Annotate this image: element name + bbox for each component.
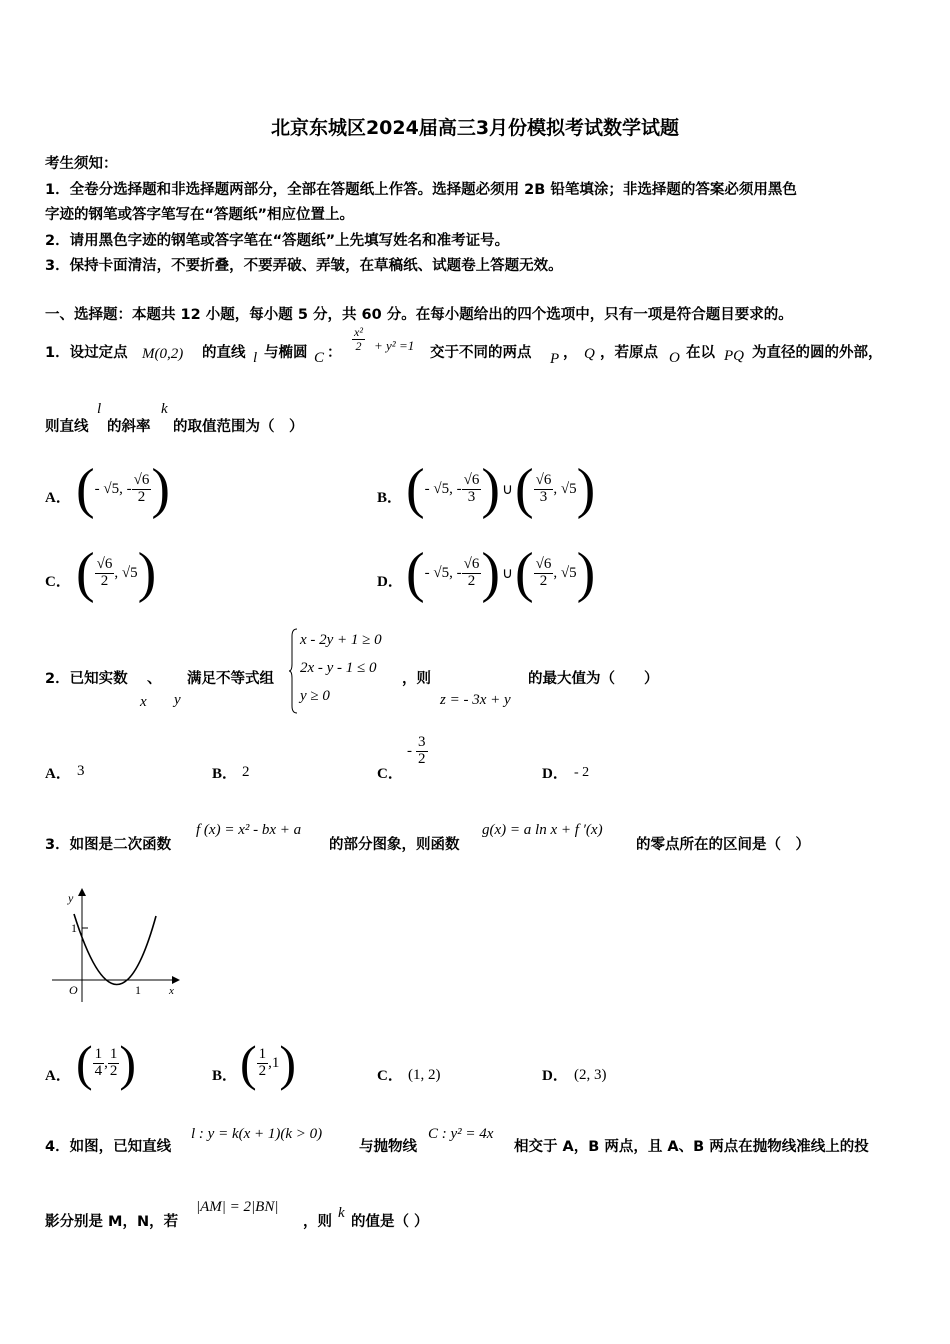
q4-text-5: ，则 [303,1214,332,1230]
q3-a-comma: , [104,1054,108,1071]
q1-a-part: - √5, - [94,480,132,497]
q1-text-7: 为直径的圆的外部， [752,345,883,361]
q3-graph-x-one: 1 [135,983,141,997]
q4-text-2: 与抛物线 [359,1139,417,1155]
q2-option-c[interactable] [407,735,428,768]
q2-text-4: 的最大值为（ ） [528,671,659,687]
q1-ellipse-c: C [314,350,325,366]
q1-text-6: 在以 [686,345,715,361]
q1-d-den1: 2 [467,572,476,589]
q1-d-part1: - √5, - [424,564,462,581]
q1-text-2: 的直线 [202,345,246,361]
q4-line-eq: l : y = k(x + 1)(k > 0) [191,1126,323,1142]
q2-text-1: 2．已知实数 [45,671,128,687]
q1-comma: ， [563,345,578,361]
q1-a-num: √6 [133,471,150,488]
q3-graph-y-label: y [68,891,74,905]
q3-option-c[interactable]: (1, 2) [408,1067,441,1083]
q2-constraint-2: 2x - y - 1 ≤ 0 [300,660,377,676]
q3-a-num1: 1 [94,1045,103,1062]
q3-option-b-label[interactable]: B． [212,1068,238,1084]
q4-condition: |AM| = 2|BN| [196,1199,279,1215]
q1-option-d-label[interactable]: D． [377,574,403,590]
q1-point-q: Q [584,346,595,362]
q1-option-a[interactable]: ( - √5, - $\frac{√6}{2}$ ) [76,458,171,520]
q1-origin-o: O [669,350,680,366]
q2-option-a-label[interactable]: A． [45,766,71,782]
q1-b-union: ∪ [502,481,514,498]
q2-var-y: y [174,692,181,708]
q4-k: k [338,1205,345,1221]
page-title: 北京东城区2024届高三3月份模拟考试数学试题 [270,117,680,139]
q3-option-c-label[interactable]: C． [377,1068,403,1084]
q3-text-2: 的部分图象，则函数 [329,837,460,853]
q3-y-axis-arrow [78,888,86,896]
q1-text-4: 交于不同的两点 [430,345,532,361]
q2-option-c-label[interactable]: C． [377,766,403,782]
q2-option-a[interactable]: 3 [77,763,85,779]
notice-item-2: 2．请用黑色字迹的钢笔或答字笔在“答题纸”上先填写姓名和准考证号。 [45,233,510,249]
q4-text-6: 的值是（ ） [351,1214,429,1230]
q1-point-p: P [550,351,560,367]
q1-text-9: 的斜率 [107,419,151,435]
q1-a-den: 2 [137,488,146,505]
q1-b-den1: 3 [467,488,476,505]
q1-option-a-label[interactable]: A． [45,490,71,506]
q1-line-l: l [253,350,258,366]
q1-option-b[interactable]: ( - √5, - $\frac{√6}{3}$ ) ∪ ( $\frac{√6}{3}$ , √5 ) [406,458,596,520]
q3-b-den: 2 [258,1062,267,1079]
q1-point-m: M(0,2) [142,346,184,362]
q2-constraint-1: x - 2y + 1 ≥ 0 [300,632,382,648]
q2-option-b[interactable]: 2 [242,764,250,780]
q1-frac-num: x² [354,325,363,339]
q4-parabola-eq: C : y² = 4x [428,1126,494,1142]
q3-option-a[interactable]: ( $\frac{1}{4}$ , $\frac{1}{2}$ ) [76,1035,137,1091]
q1-ellipse-rest: + y² =1 [374,338,415,353]
q3-a-den2: 2 [109,1062,118,1079]
q2-c-minus: - [407,742,412,759]
q2-option-b-label[interactable]: B． [212,766,238,782]
q3-option-b[interactable]: ( $\frac{1}{2}$ ,1 ) [240,1035,297,1091]
q1-text-8: 则直线 [45,419,89,435]
q3-function-g: g(x) = a ln x + f ′(x) [482,822,603,838]
q2-separator: 、 [147,671,162,687]
q2-text-3: ，则 [402,671,431,687]
q3-option-d-label[interactable]: D． [542,1068,568,1084]
q2-c-num: 3 [418,734,426,750]
notice-item-1: 1．全卷分选择题和非选择题两部分，全部在答题纸上作答。选择题必须用 2B 铅笔填涂；非选择题的答案必须用黑色 [45,182,797,198]
q2-system-brace [289,628,299,714]
q1-text-1: 1．设过定点 [45,345,128,361]
q1-segment-pq: PQ [724,348,744,364]
q3-function-f: f (x) = x² - bx + a [196,822,302,838]
q1-text-10: 的取值范围为（ ） [173,419,304,435]
q1-line-l-2: l [97,401,102,417]
q1-b-part1: - √5, - [424,480,462,497]
q2-option-d[interactable]: - 2 [574,765,590,780]
q2-constraint-3: y ≥ 0 [300,688,330,704]
q3-x-axis-arrow [172,976,180,984]
q1-text-3: 与椭圆 [264,345,308,361]
q2-c-den: 2 [418,750,426,767]
q1-c-den: 2 [100,572,109,589]
q3-graph-origin: O [69,983,78,997]
q1-c-num: √6 [96,555,113,572]
q3-a-num2: 1 [109,1045,118,1062]
q1-b-num1: √6 [463,471,480,488]
q1-d-den2: 2 [539,572,548,589]
q2-option-d-label[interactable]: D． [542,766,568,782]
q3-parabola-graph [48,884,188,1004]
q1-text-5: ，若原点 [600,345,658,361]
notice-item-1-cont: 字迹的钢笔或答字笔写在“答题纸”相应位置上。 [45,207,355,223]
q1-d-union: ∪ [502,565,514,582]
section-heading: 一、选择题：本题共 12 小题，每小题 5 分，共 60 分。在每小题给出的四个选项中，只有一项是符合题目要求的。 [45,307,793,323]
q4-text-3: 相交于 A，B 两点，且 A、B 两点在抛物线准线上的投 [514,1139,869,1155]
q3-a-den1: 4 [94,1062,103,1079]
q1-d-num2: √6 [535,555,552,572]
q3-b-num: 1 [258,1045,267,1062]
q2-text-2: 满足不等式组 [187,671,274,687]
q1-option-c[interactable]: ( $\frac{√6}{2}$ , √5 ) [76,542,157,604]
q1-b-part2: , √5 [553,480,577,497]
q3-b-rest: ,1 [268,1054,280,1071]
q1-d-part2: , √5 [553,564,577,581]
q3-text-1: 3．如图是二次函数 [45,837,172,853]
q3-option-d[interactable]: (2, 3) [574,1067,607,1083]
q1-b-num2: √6 [535,471,552,488]
q1-c-part: , √5 [114,564,138,581]
q2-var-x: x [140,694,147,710]
q3-graph-y-one: 1 [71,921,77,935]
q1-d-num1: √6 [463,555,480,572]
q1-option-b-label[interactable]: B． [377,490,403,506]
q3-option-a-label[interactable]: A． [45,1068,71,1084]
q1-ellipse-fraction [352,326,365,352]
q3-graph-x-label: x [169,985,174,997]
q1-b-den2: 3 [539,488,548,505]
q3-text-3: 的零点所在的区间是（ ） [636,837,810,853]
q4-text-4: 影分别是 M，N，若 [45,1214,179,1230]
q1-slope-k: k [161,401,168,417]
q1-option-d[interactable]: ( - √5, - $\frac{√6}{2}$ ) ∪ ( $\frac{√6}{2}$ , √5 ) [406,542,596,604]
notice-heading: 考生须知： [45,156,118,172]
notice-item-3: 3．保持卡面清洁，不要折叠，不要弄破、弄皱，在草稿纸、试题卷上答题无效。 [45,258,563,274]
q4-text-1: 4．如图，已知直线 [45,1139,172,1155]
q3-parabola-curve [74,914,156,985]
q1-frac-den: 2 [355,338,362,353]
q1-colon: ： [327,345,342,361]
q1-option-c-label[interactable]: C． [45,574,71,590]
q2-objective: z = - 3x + y [440,692,511,708]
